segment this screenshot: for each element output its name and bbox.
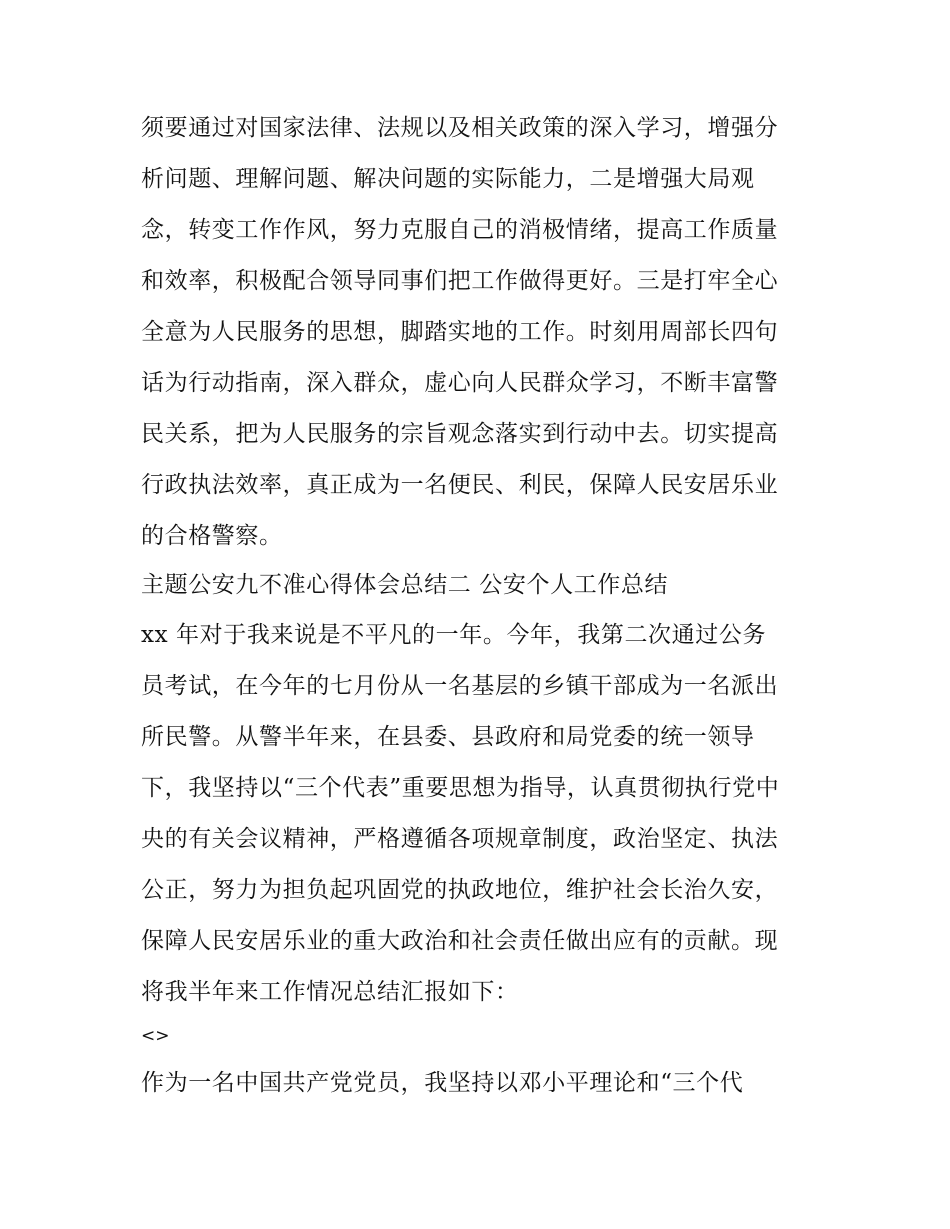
paragraph-line: 作为一名中国共产党党员，我坚持以邓小平理论和“三个代 bbox=[141, 1070, 744, 1096]
paragraph-line: 所民警。从警半年来，在县委、县政府和局党委的统一领导 bbox=[141, 724, 755, 750]
paragraph-line: 和效率，积极配合领导同事们把工作做得更好。三是打牢全心 bbox=[141, 268, 779, 294]
paragraph-line: 全意为人民服务的思想，脚踏实地的工作。时刻用周部长四句 bbox=[141, 319, 779, 345]
angle-bracket-marker: <> bbox=[141, 1026, 170, 1046]
paragraph-2 bbox=[141, 610, 821, 1018]
paragraph-line: 公正，努力为担负起巩固党的执政地位，维护社会长治久安， bbox=[141, 877, 779, 903]
paragraph-line: 央的有关会议精神，严格遵循各项规章制度，政治坚定、执法 bbox=[141, 826, 779, 852]
paragraph-line: 下，我坚持以“三个代表”重要思想为指导，认真贯彻执行党中 bbox=[141, 775, 780, 801]
paragraph-line: 保障人民安居乐业的重大政治和社会责任做出应有的贡献。现 bbox=[141, 928, 779, 954]
paragraph-line: 员考试，在今年的七月份从一名基层的乡镇干部成为一名派出 bbox=[141, 673, 779, 699]
paragraph-line: 话为行动指南，深入群众，虚心向人民群众学习，不断丰富警 bbox=[141, 370, 779, 396]
paragraph-line: 须要通过对国家法律、法规以及相关政策的深入学习，增强分 bbox=[141, 115, 779, 141]
paragraph-line: 念，转变工作作风，努力克服自己的消极情绪，提高工作质量 bbox=[141, 217, 779, 243]
section-heading: 主题公安九不准心得体会总结二 公安个人工作总结 bbox=[141, 572, 669, 598]
paragraph-line: 的合格警察。 bbox=[141, 523, 283, 549]
paragraph-line: 析问题、理解问题、解决问题的实际能力，二是增强大局观 bbox=[141, 166, 755, 192]
paragraph-1 bbox=[141, 103, 821, 562]
paragraph-line: 将我半年来工作情况总结汇报如下： bbox=[141, 979, 519, 1005]
paragraph-line: 行政执法效率，真正成为一名便民、利民，保障人民安居乐业 bbox=[141, 472, 779, 498]
paragraph-line: 民关系，把为人民服务的宗旨观念落实到行动中去。切实提高 bbox=[141, 421, 779, 447]
paragraph-line: xx 年对于我来说是不平凡的一年。今年，我第二次通过公务 bbox=[141, 622, 767, 648]
paragraph-3 bbox=[141, 1058, 821, 1109]
